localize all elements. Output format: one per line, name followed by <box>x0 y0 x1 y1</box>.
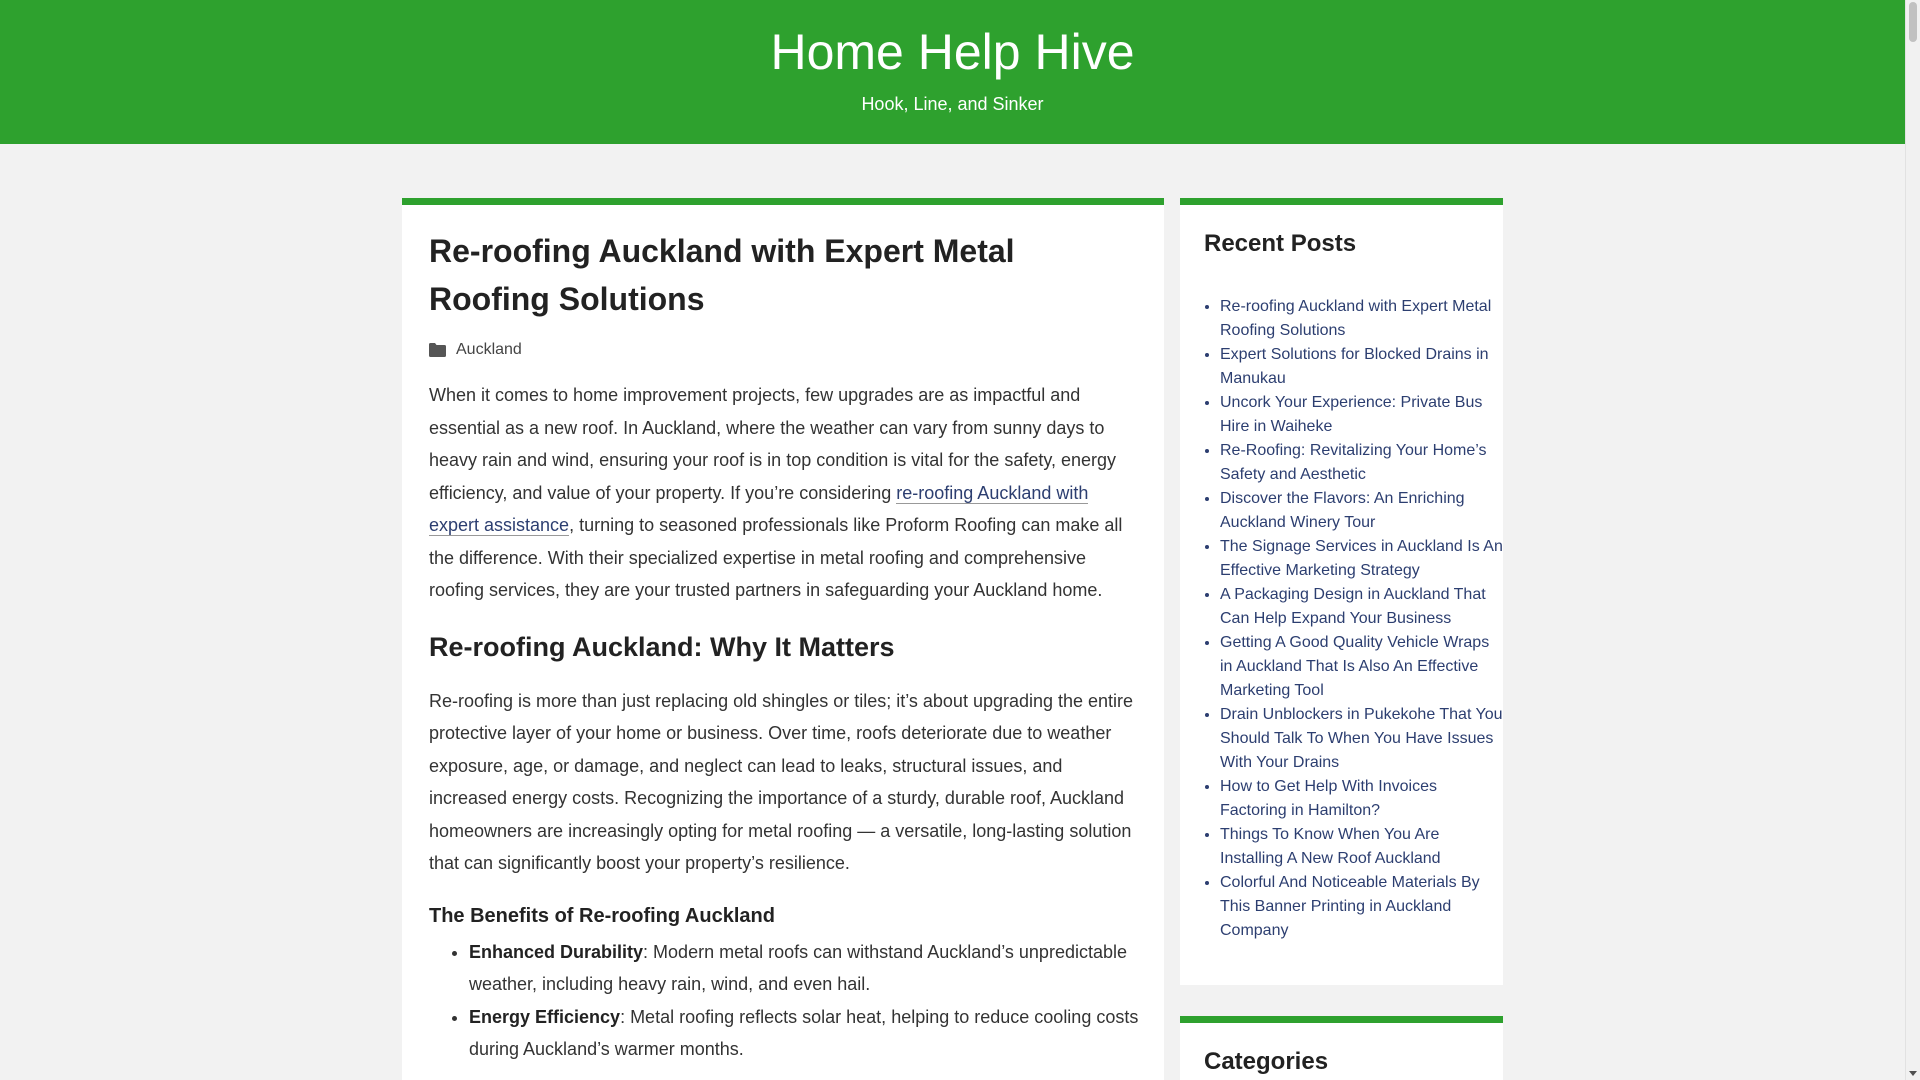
recent-post-item <box>1220 775 1505 823</box>
benefit-item <box>469 1001 1139 1066</box>
recent-post-item <box>1220 823 1505 871</box>
recent-post-item <box>1220 703 1505 775</box>
scroll-down-arrow-icon[interactable] <box>1909 1071 1917 1076</box>
intro-link[interactable]: re-roofing Auckland with expert assistance <box>429 482 1089 535</box>
category-link[interactable]: Auckland <box>456 341 522 358</box>
recent-post-link[interactable]: Expert Solutions for Blocked Drains in Manukau <box>1220 346 1489 387</box>
benefit-text: : Modern metal roofs can withstand Auckland’s unpredictable weather, including heavy rain, wind, and even hail. <box>469 941 1127 994</box>
site-header <box>0 0 1905 144</box>
benefit-item <box>469 936 1139 1001</box>
recent-post-item <box>1220 295 1505 343</box>
recent-post-item <box>1220 535 1505 583</box>
scrollbar-thumb[interactable] <box>1909 2 1917 42</box>
recent-post-link[interactable]: Re-roofing Auckland with Expert Metal Roofing Solutions <box>1220 298 1492 339</box>
recent-post-link[interactable]: Uncork Your Experience: Private Bus Hire in Waiheke <box>1220 394 1483 435</box>
section1-heading: Re-roofing Auckland: Why It Matters <box>429 631 895 662</box>
recent-post-link[interactable]: How to Get Help With Invoices Factoring in Hamilton? <box>1220 778 1437 819</box>
recent-post-link[interactable]: A Packaging Design in Auckland That Can Help Expand Your Business <box>1220 586 1486 627</box>
site-title-link[interactable]: Home Help Hive <box>770 24 1135 80</box>
site-tagline: Hook, Line, and Sinker <box>861 94 1044 114</box>
recent-post-link[interactable]: Colorful And Noticeable Materials By This Banner Printing in Auckland Company <box>1220 874 1480 939</box>
recent-post-link[interactable]: Things To Know When You Are Installing A New Roof Auckland <box>1220 826 1441 867</box>
benefit-text: : Metal roofing reflects solar heat, helping to reduce cooling costs during Auckland’s warmer months. <box>469 1006 1139 1059</box>
intro-text-1: When it comes to home improvement projects, few upgrades are as impactful and essential as a new roof. In Auckland, where the weather can vary from sunny days to heavy rain and wind, ensuring your roof is in top condition is vital for the safety, energy efficiency, and value of your property. If you’re considering <box>429 385 1117 503</box>
vertical-scrollbar[interactable] <box>1905 0 1920 1080</box>
recent-post-link[interactable]: Drain Unblockers in Pukekohe That You Should Talk To When You Have Issues With Your Drains <box>1220 706 1503 771</box>
benefit-label: Energy Efficiency <box>469 1006 621 1027</box>
article-meta <box>429 341 1139 359</box>
section1-paragraph: Re-roofing is more than just replacing old shingles or tiles; it’s about upgrading the entire protective layer of your home or business. Over time, roofs deteriorate due to weather exposure, age, or damage, and neglect can lead to leaks, structural issues, and increased energy costs. Recognizing the importance of a sturdy, durable roof, Auckland homeowners are increasingly opting for metal roofing — a versatile, long-lasting solution that can significantly boost your property’s resilience. <box>429 690 1134 873</box>
categories-title: Categories <box>1204 1048 1329 1075</box>
article-title: Re-roofing Auckland with Expert Metal Roofing Solutions <box>429 233 1015 317</box>
categories-widget <box>1180 1016 1503 1080</box>
recent-post-link[interactable]: Re-Roofing: Revitalizing Your Home’s Safety and Aesthetic <box>1220 442 1487 483</box>
recent-post-item <box>1220 583 1505 631</box>
benefits-list <box>429 936 1139 1066</box>
intro-text-2: , turning to seasoned professionals like Proform Roofing can make all the difference. With their specialized expertise in metal roofing and comprehensive roofing services, they are your trusted partners in safeguarding your Auckland home. <box>429 515 1123 600</box>
recent-post-link[interactable]: Getting A Good Quality Vehicle Wraps in Auckland That Is Also An Effective Marketing Tool <box>1220 634 1490 699</box>
recent-post-item <box>1220 871 1505 943</box>
recent-posts-list <box>1204 295 1505 943</box>
recent-post-item <box>1220 439 1505 487</box>
recent-post-link[interactable]: The Signage Services in Auckland Is An Effective Marketing Strategy <box>1220 538 1503 579</box>
intro-paragraph <box>429 379 1139 607</box>
recent-post-item <box>1220 391 1505 439</box>
article-card <box>402 198 1164 1080</box>
recent-posts-title: Recent Posts <box>1204 230 1357 257</box>
recent-post-item <box>1220 487 1505 535</box>
section2-heading: The Benefits of Re-roofing Auckland <box>429 904 775 927</box>
recent-post-link[interactable]: Discover the Flavors: An Enriching Auckland Winery Tour <box>1220 490 1465 531</box>
article-content <box>429 227 1139 1066</box>
recent-post-item <box>1220 631 1505 703</box>
benefit-label: Enhanced Durability <box>469 941 644 962</box>
recent-posts-widget <box>1180 198 1503 985</box>
folder-icon <box>429 343 446 357</box>
recent-post-item <box>1220 343 1505 391</box>
